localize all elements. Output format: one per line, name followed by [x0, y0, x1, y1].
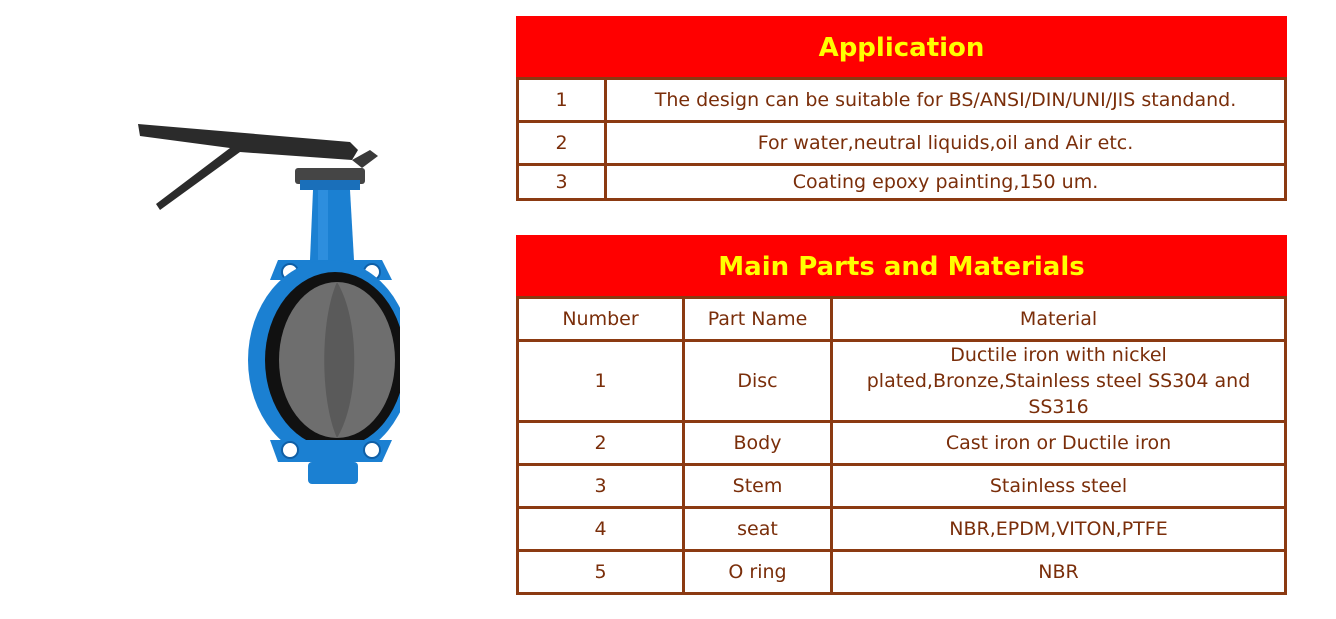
- part-name: Disc: [684, 341, 832, 422]
- header-part-name: Part Name: [684, 298, 832, 341]
- application-text: The design can be suitable for BS/ANSI/DIN/UNI/JIS standand.: [606, 79, 1286, 122]
- row-number: 5: [518, 551, 684, 594]
- materials-title: Main Parts and Materials: [518, 237, 1286, 298]
- butterfly-valve-image: [130, 110, 400, 500]
- table-row: [518, 79, 1286, 122]
- table-row: [518, 341, 1286, 422]
- table-row: [518, 508, 1286, 551]
- application-text: Coating epoxy painting,150 um.: [606, 165, 1286, 200]
- table-row: [518, 122, 1286, 165]
- butterfly-valve-icon: [130, 110, 400, 500]
- row-number: 2: [518, 422, 684, 465]
- header-number: Number: [518, 298, 684, 341]
- row-number: 1: [518, 341, 684, 422]
- row-number: 2: [518, 122, 606, 165]
- material: Ductile iron with nickel plated,Bronze,Stainless steel SS304 and SS316: [832, 341, 1286, 422]
- table-row: [518, 465, 1286, 508]
- row-number: 3: [518, 465, 684, 508]
- material: Cast iron or Ductile iron: [832, 422, 1286, 465]
- table-row: [518, 422, 1286, 465]
- materials-table: [516, 235, 1287, 595]
- part-name: seat: [684, 508, 832, 551]
- row-number: 4: [518, 508, 684, 551]
- material: NBR: [832, 551, 1286, 594]
- part-name: Body: [684, 422, 832, 465]
- table-row: [518, 165, 1286, 200]
- row-number: 1: [518, 79, 606, 122]
- row-number: 3: [518, 165, 606, 200]
- material: Stainless steel: [832, 465, 1286, 508]
- header-material: Material: [832, 298, 1286, 341]
- part-name: O ring: [684, 551, 832, 594]
- table-row: [518, 551, 1286, 594]
- application-title: Application: [518, 18, 1286, 79]
- application-table: [516, 16, 1287, 201]
- part-name: Stem: [684, 465, 832, 508]
- application-text: For water,neutral liquids,oil and Air etc.: [606, 122, 1286, 165]
- material: NBR,EPDM,VITON,PTFE: [832, 508, 1286, 551]
- table-header-row: [518, 298, 1286, 341]
